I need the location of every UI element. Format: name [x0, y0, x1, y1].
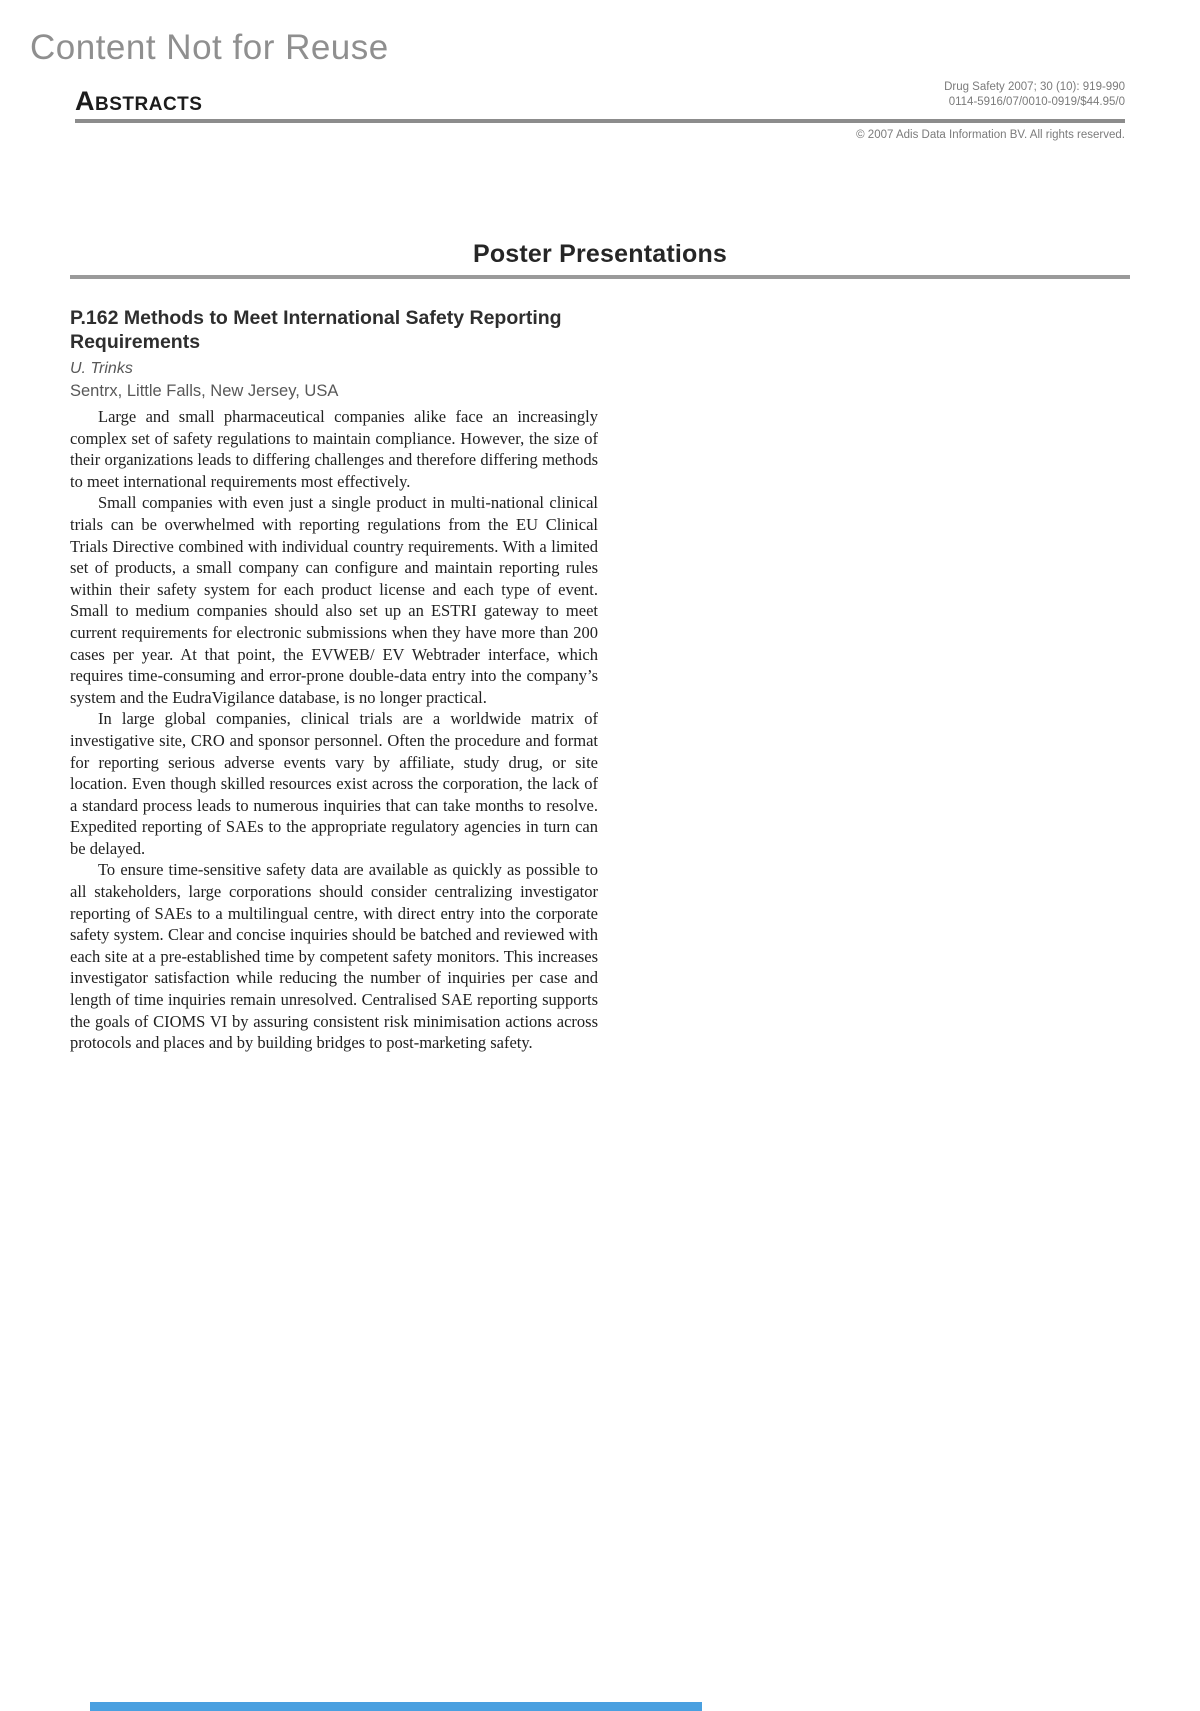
abstract-affiliation: Sentrx, Little Falls, New Jersey, USA — [70, 382, 339, 400]
abstract-paragraph: In large global companies, clinical trials are a worldwide matrix of investigative site, CRO and sponsor personnel. Often the procedure and format for reporting serious adverse events vary by affiliate, study drug, or site location. Even though skilled resources exist across the corporation, the lack of a standard process leads to numerous inquiries that can take months to resolve. Expedited reporting of SAEs to the appropriate regulatory agencies in turn can be delayed. — [70, 709, 598, 858]
section-divider-rule — [70, 275, 1130, 279]
section-heading — [70, 240, 1130, 279]
abstract-paragraph: To ensure time-sensitive safety data are available as quickly as possible to all stakeholders, large corporations should consider centralizing investigator reporting of SAEs to a multilingual centre, with direct entry into the corporate safety system. Clear and concise inquiries should be batched and reviewed with each site at a pre-established time by competent safety monitors. This increases investigator satisfaction while reducing the number of inquiries per case and length of time inquiries remain unresolved. Centralised SAE reporting supports the goals of CIOMS VI by assuring consistent risk minimisation actions across protocols and places and by building bridges to post-marketing safety. — [70, 860, 598, 1053]
section-title: Poster Presentations — [472, 240, 728, 268]
abstract-author: U. Trinks — [70, 360, 133, 377]
citation-line-2: 0114-5916/07/0010-0919/$44.95/0 — [948, 96, 1125, 108]
citation-line-1: Drug Safety 2007; 30 (10): 919-990 — [944, 81, 1125, 93]
journal-section-label: Abstracts — [75, 86, 203, 116]
content-not-for-reuse-watermark: Content Not for Reuse — [30, 28, 389, 67]
copyright-notice: © 2007 Adis Data Information BV. All rights reserved. — [856, 129, 1125, 141]
abstract-title: P.162 Methods to Meet International Safety Reporting Requirements — [70, 307, 562, 353]
header-divider-rule — [75, 119, 1125, 123]
abstract-body — [70, 406, 598, 1054]
abstract-article — [70, 306, 598, 1054]
abstract-paragraph: Small companies with even just a single product in multi-national clinical trials can be overwhelmed with reporting regulations from the EU Clinical Trials Directive combined with individual country requirements. With a limited set of products, a small company can configure and maintain reporting rules within their safety system for each product license and each type of event. Small to medium companies should also set up an ESTRI gateway to meet current requirements for electronic submissions when they have more than 200 cases per year. At that point, the EVWEB/ EV Webtrader interface, which requires time-consuming and error-prone double-data entry into the company’s system and the EudraVigilance database, is no longer practical. — [70, 493, 598, 707]
abstract-paragraph: Large and small pharmaceutical companies alike face an increasingly complex set of safety regulations to maintain compliance. However, the size of their organizations leads to differing challenges and therefore differing methods to meet international requirements most effectively. — [70, 407, 598, 491]
citation-block — [944, 80, 1125, 110]
bottom-blue-bar — [90, 1702, 702, 1711]
